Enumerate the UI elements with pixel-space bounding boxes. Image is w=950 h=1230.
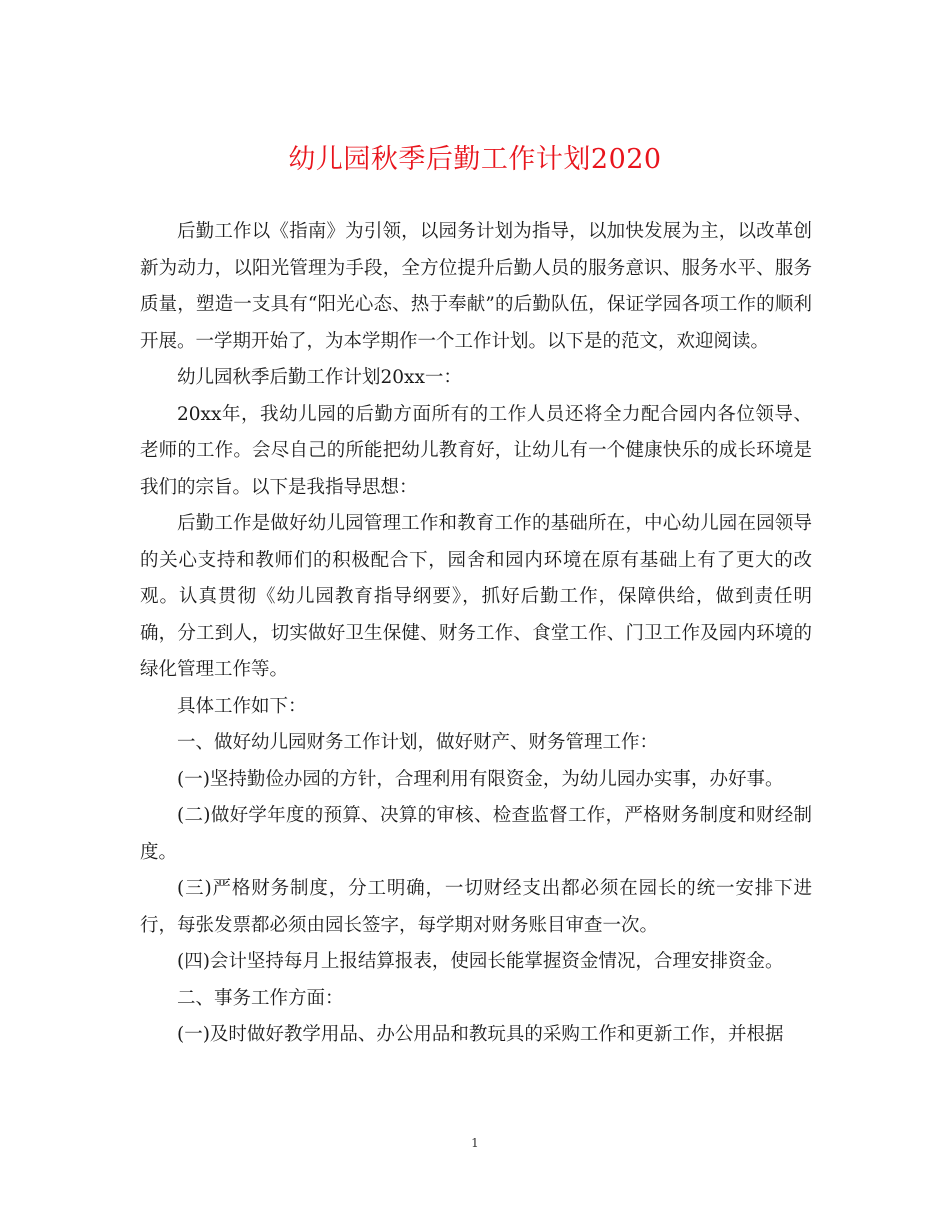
paragraph-foundation: 后勤工作是做好幼儿园管理工作和教育工作的基础所在，中心幼儿园在园领导的关心支持和教师们的积极配合下，园舍和园内环境在原有基础上有了更大的改观。认真贯彻《幼儿园教育指导纲要》，抓好后勤工作，保障供给，做到责任明确，分工到人，切实做好卫生保健、财务工作、食堂工作、门卫工作及园内环境的绿化管理工作等。 bbox=[140, 513, 812, 680]
paragraph-section-two: 二、事务工作方面： bbox=[177, 987, 344, 1009]
paragraph-item-2-1: (一)及时做好教学用品、办公用品和教玩具的采购工作和更新工作，并根据 bbox=[177, 1024, 784, 1045]
page-number: 1 bbox=[471, 1136, 479, 1150]
paragraph-section-one: 一、做好幼儿园财务工作计划，做好财产、财务管理工作： bbox=[177, 732, 659, 753]
paragraph-guiding: 20xx年，我幼儿园的后勤方面所有的工作人员还将全力配合园内各位领导、老师的工作。会尽自己的所能把幼儿教育好，让幼儿有一个健康快乐的成长环境是我们的宗旨。以下是我指导思想： bbox=[140, 403, 812, 498]
paragraph-specifics-heading: 具体工作如下： bbox=[177, 695, 307, 717]
document-title: 幼儿园秋季后勤工作计划2020 bbox=[288, 144, 662, 175]
paragraph-item-1-4: (四)会计坚持每月上报结算报表，使园长能掌握资金情况，合理安排资金。 bbox=[177, 951, 784, 972]
paragraph-intro: 后勤工作以《指南》为引领，以园务计划为指导，以加快发展为主，以改革创新为动力，以阳光管理为手段，全方位提升后勤人员的服务意识、服务水平、服务质量，塑造一支具有“阳光心态、热于奉献”的后勤队伍，保证学园各项工作的顺利开展。一学期开始了，为本学期作一个工作计划。以下是的范文，欢迎阅读。 bbox=[140, 221, 812, 352]
paragraph-item-1-3: (三)严格财务制度，分工明确，一切财经支出都必须在园长的统一安排下进行，每张发票都必须由园长签字，每学期对财务账目审查一次。 bbox=[140, 878, 812, 936]
document-body bbox=[140, 214, 812, 1054]
paragraph-plan-heading: 幼儿园秋季后勤工作计划20xx一： bbox=[177, 367, 462, 388]
paragraph-item-1-1: (一)坚持勤俭办园的方针，合理利用有限资金，为幼儿园办实事，办好事。 bbox=[177, 768, 784, 790]
paragraph-item-1-2: (二)做好学年度的预算、决算的审核、检查监督工作，严格财务制度和财经制度。 bbox=[140, 805, 812, 863]
